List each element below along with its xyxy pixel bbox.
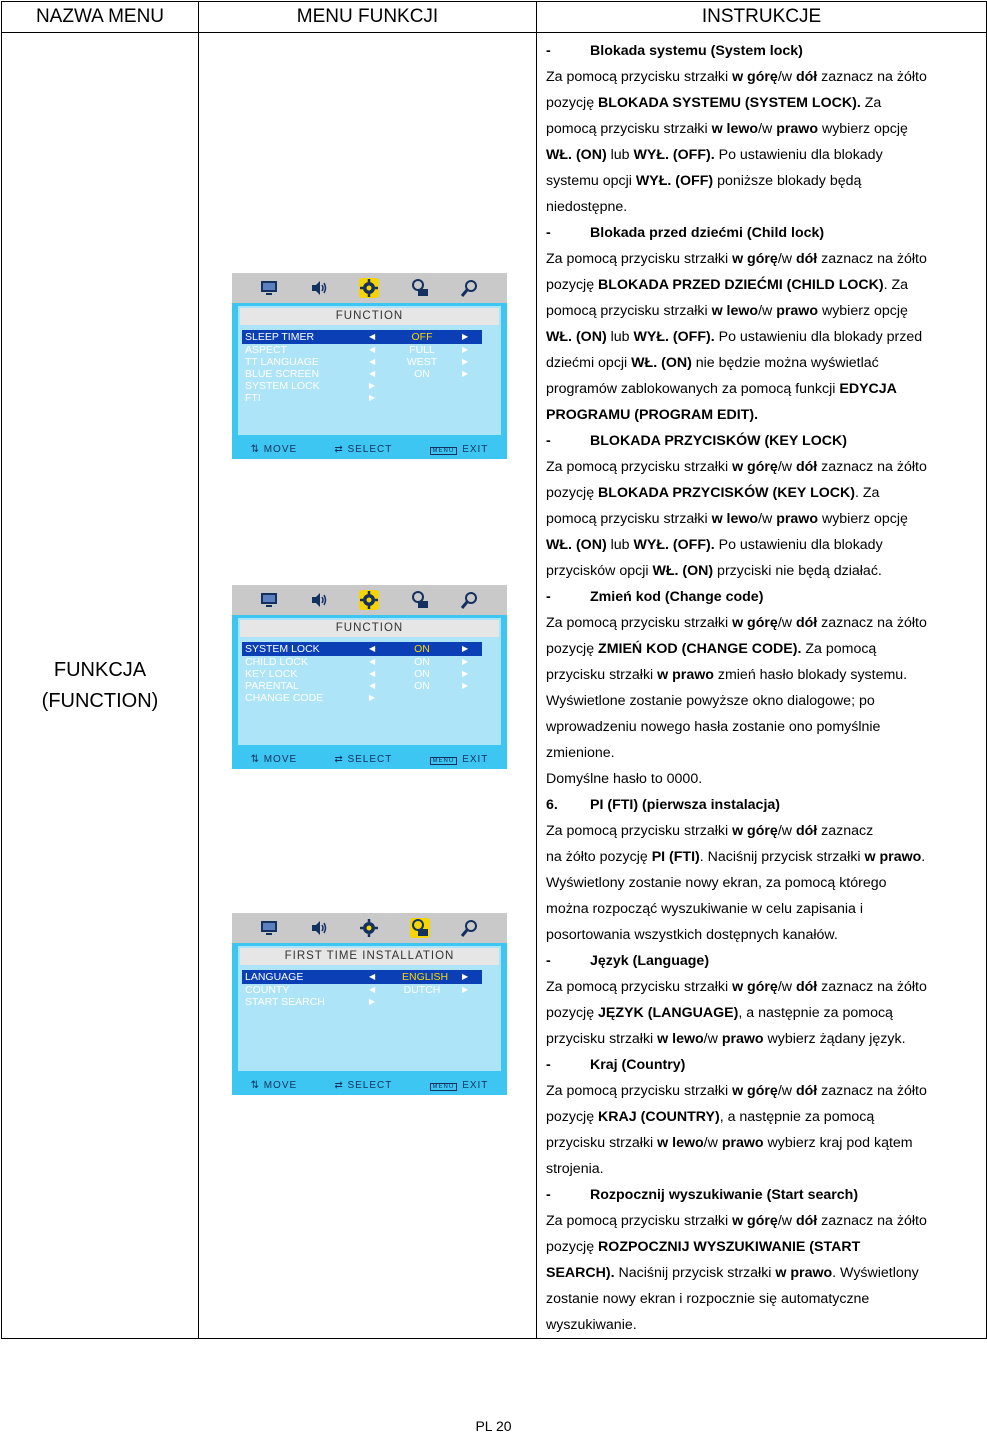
instruction-line: WŁ. (ON) lub WYŁ. (OFF). Po ustawieniu dla blokady	[546, 537, 883, 553]
osd-icon-bar	[232, 913, 507, 943]
instruction-line: pozycję ROZPOCZNIJ WYSZUKIWANIE (START	[546, 1239, 861, 1255]
instruction-line: dziećmi opcji WŁ. (ON) nie będzie można wyświetlać	[546, 355, 879, 371]
instruction-line: Domyślne hasło to 0000.	[546, 771, 703, 787]
osd-icon-bar	[232, 273, 507, 303]
osd-item-label: ASPECT	[245, 344, 288, 356]
search-icon	[460, 278, 480, 298]
arrow-right-icon: ▶	[369, 393, 376, 402]
osd-item-value: OFF	[411, 331, 433, 343]
instruction-line: strojenia.	[546, 1161, 604, 1177]
arrow-left-icon: ◀	[369, 669, 376, 678]
instruction-line: Za pomocą przycisku strzałki w górę/w dół zaznacz na żółto	[546, 251, 927, 267]
page-number: PL 20	[475, 1418, 512, 1434]
settings-icon	[410, 278, 430, 298]
osd-menu-item	[242, 380, 482, 392]
instruction-line: pozycję BLOKADA PRZYCISKÓW (KEY LOCK). Za	[546, 485, 880, 501]
osd-menu-item	[242, 984, 482, 996]
arrow-left-icon: ◀	[369, 369, 376, 378]
instruction-line: systemu opcji WYŁ. (OFF) poniższe blokady będą	[546, 173, 862, 189]
arrow-right-icon: ▶	[369, 997, 376, 1006]
osd-menu-item	[242, 680, 482, 692]
instruction-line: przycisku strzałki w lewo/w prawo wybierz kraj pod kątem	[546, 1135, 913, 1151]
osd-menu-panel	[238, 618, 501, 745]
exit-hint: MENU EXIT	[430, 444, 489, 455]
arrow-left-icon: ◀	[369, 357, 376, 366]
osd-item-label: BLUE SCREEN	[245, 368, 320, 380]
instruction-line: pozycję BLOKADA PRZED DZIEĆMI (CHILD LOCK). Za	[546, 277, 909, 293]
osd-item-value: ON	[414, 680, 430, 692]
osd-menu-item	[242, 656, 482, 668]
arrow-right-icon: ▶	[462, 369, 469, 378]
menu-name-line2: (FUNCTION)	[41, 689, 159, 712]
osd-menu-panel	[238, 306, 501, 435]
menu-name-line1: FUNKCJA	[53, 658, 147, 681]
osd-item-label: CHILD LOCK	[245, 656, 309, 668]
header-menu-name: NAZWA MENU	[2, 2, 199, 33]
instruction-line: Wyświetlony zostanie nowy ekran, za pomocą którego	[546, 875, 887, 891]
instruction-line: przycisków opcji WŁ. (ON) przyciski nie będą działać.	[546, 563, 882, 579]
arrow-right-icon: ▶	[369, 381, 376, 390]
instruction-line: zostanie nowy ekran i rozpocznie się automatyczne	[546, 1291, 870, 1307]
osd-item-value: ENGLISH	[402, 971, 449, 983]
instruction-table	[1, 1, 987, 1339]
instruction-line: WŁ. (ON) lub WYŁ. (OFF). Po ustawieniu dla blokady	[546, 147, 883, 163]
instruction-line: na żółto pozycję PI (FTI). Naciśnij przycisk strzałki w prawo.	[546, 849, 926, 865]
osd-item-label: KEY LOCK	[245, 668, 298, 680]
section-heading: - Kraj (Country)	[546, 1057, 686, 1073]
section-heading: - BLOKADA PRZYCISKÓW (KEY LOCK)	[546, 433, 847, 449]
osd-item-label: START SEARCH	[245, 996, 325, 1008]
instruction-line: wyszukiwanie.	[546, 1317, 637, 1333]
arrow-right-icon: ▶	[462, 644, 469, 653]
sound-icon	[309, 918, 329, 938]
sound-icon	[309, 278, 329, 298]
exit-hint: MENU EXIT	[430, 1080, 489, 1091]
arrow-right-icon: ▶	[462, 345, 469, 354]
osd-menu-item	[242, 642, 482, 656]
osd-item-label: CHANGE CODE	[245, 692, 324, 704]
instruction-line: zmienione.	[546, 745, 615, 761]
osd-menu-panel	[238, 946, 501, 1071]
osd-item-value: ON	[414, 656, 430, 668]
search-icon	[460, 590, 480, 610]
arrow-right-icon: ▶	[462, 357, 469, 366]
osd-footer	[232, 439, 507, 459]
osd-menu-title: FUNCTION	[240, 308, 499, 325]
instruction-line: Za pomocą przycisku strzałki w górę/w dół zaznacz	[546, 823, 874, 839]
instruction-line: pozycję KRAJ (COUNTRY), a następnie za pomocą	[546, 1109, 875, 1125]
osd-item-value: FULL	[409, 344, 435, 356]
function-icon	[359, 278, 379, 298]
function-icon	[359, 918, 379, 938]
select-hint: ⇄ SELECT	[334, 443, 393, 455]
osd-menu-item	[242, 330, 482, 344]
section-heading: - Język (Language)	[546, 953, 710, 969]
settings-icon	[410, 590, 430, 610]
instruction-line: pozycję BLOKADA SYSTEMU (SYSTEM LOCK). Za	[546, 95, 882, 111]
osd-item-value: ON	[414, 368, 430, 380]
move-hint: ⇅ MOVE	[250, 443, 298, 455]
osd-icon-bar	[232, 585, 507, 615]
picture-icon	[259, 918, 279, 938]
instruction-line: przycisku strzałki w lewo/w prawo wybierz żądany język.	[546, 1031, 906, 1047]
osd-item-label: SYSTEM LOCK	[245, 380, 320, 392]
arrow-right-icon: ▶	[462, 657, 469, 666]
osd-menu-item	[242, 996, 482, 1008]
exit-hint: MENU EXIT	[430, 754, 489, 765]
osd-item-label: SLEEP TIMER	[245, 331, 315, 343]
osd-item-label: PARENTAL	[245, 680, 299, 692]
osd-menu-item	[242, 368, 482, 380]
instruction-line: posortowania wszystkich dostępnych kanałów.	[546, 927, 838, 943]
section-heading: - Blokada przed dziećmi (Child lock)	[546, 225, 825, 241]
arrow-right-icon: ▶	[462, 669, 469, 678]
arrow-right-icon: ▶	[462, 332, 469, 341]
osd-menu-item	[242, 692, 482, 704]
instruction-line: Wyświetlone zostanie powyższe okno dialogowe; po	[546, 693, 875, 709]
instruction-line: Za pomocą przycisku strzałki w górę/w dół zaznacz na żółto	[546, 459, 927, 475]
arrow-right-icon: ▶	[462, 985, 469, 994]
arrow-left-icon: ◀	[369, 657, 376, 666]
arrow-left-icon: ◀	[369, 985, 376, 994]
instruction-line: programów zablokowanych za pomocą funkcji EDYCJA	[546, 381, 897, 397]
instruction-line: przycisku strzałki w prawo zmień hasło blokady systemu.	[546, 667, 908, 683]
arrow-left-icon: ◀	[369, 972, 376, 981]
select-hint: ⇄ SELECT	[334, 753, 393, 765]
section-heading: 6. PI (FTI) (pierwsza instalacja)	[546, 797, 781, 813]
osd-screen	[232, 913, 507, 1095]
instruction-line: niedostępne.	[546, 199, 628, 215]
instruction-line: Za pomocą przycisku strzałki w górę/w dół zaznacz na żółto	[546, 69, 927, 85]
section-heading: - Rozpocznij wyszukiwanie (Start search)	[546, 1187, 859, 1203]
picture-icon	[259, 590, 279, 610]
osd-menu-item	[242, 392, 482, 404]
section-heading: - Zmień kod (Change code)	[546, 589, 764, 605]
osd-item-label: LANGUAGE	[245, 971, 304, 983]
instruction-line: pomocą przycisku strzałki w lewo/w prawo wybierz opcję	[546, 303, 908, 319]
osd-item-value: ON	[414, 668, 430, 680]
search-icon	[460, 918, 480, 938]
section-heading: - Blokada systemu (System lock)	[546, 43, 803, 59]
osd-screen	[232, 273, 507, 459]
osd-menu-title: FIRST TIME INSTALLATION	[240, 948, 499, 965]
picture-icon	[259, 278, 279, 298]
instruction-line: Za pomocą przycisku strzałki w górę/w dół zaznacz na żółto	[546, 615, 927, 631]
osd-item-value: ON	[414, 643, 430, 655]
instruction-line: pomocą przycisku strzałki w lewo/w prawo wybierz opcję	[546, 121, 908, 137]
instruction-line: wprowadzeniu nowego hasła zostanie ono pomyślnie	[546, 719, 881, 735]
osd-menu-item	[242, 668, 482, 680]
osd-footer	[232, 749, 507, 769]
instruction-line: Za pomocą przycisku strzałki w górę/w dół zaznacz na żółto	[546, 979, 927, 995]
instruction-line: można rozpocząć wyszukiwanie w celu zapisania i	[546, 901, 863, 917]
osd-footer	[232, 1075, 507, 1095]
instruction-line: Za pomocą przycisku strzałki w górę/w dół zaznacz na żółto	[546, 1083, 927, 1099]
osd-item-label: SYSTEM LOCK	[245, 643, 320, 655]
header-function-menu: MENU FUNKCJI	[199, 2, 537, 33]
arrow-right-icon: ▶	[462, 972, 469, 981]
arrow-left-icon: ◀	[369, 644, 376, 653]
osd-item-value: WEST	[406, 356, 438, 368]
osd-item-label: TT LANGUAGE	[245, 356, 319, 368]
instruction-line: pozycję ZMIEŃ KOD (CHANGE CODE). Za pomocą	[546, 641, 877, 657]
header-instructions: INSTRUKCJE	[537, 2, 987, 33]
instruction-line: pomocą przycisku strzałki w lewo/w prawo wybierz opcję	[546, 511, 908, 527]
settings-icon	[410, 918, 430, 938]
menu-name-cell	[2, 33, 199, 1339]
osd-screen	[232, 585, 507, 769]
osd-item-value: DUTCH	[403, 984, 441, 996]
osd-menu-item	[242, 356, 482, 368]
instruction-line: PROGRAMU (PROGRAM EDIT).	[546, 407, 759, 423]
osd-item-label: COUNTY	[245, 984, 290, 996]
arrow-right-icon: ▶	[462, 681, 469, 690]
function-icon	[359, 590, 379, 610]
instruction-line: Za pomocą przycisku strzałki w górę/w dół zaznacz na żółto	[546, 1213, 927, 1229]
screens-cell	[199, 33, 537, 1339]
instruction-line: pozycję JĘZYK (LANGUAGE), a następnie za pomocą	[546, 1005, 893, 1021]
osd-menu-item	[242, 970, 482, 984]
move-hint: ⇅ MOVE	[250, 753, 298, 765]
instruction-line: WŁ. (ON) lub WYŁ. (OFF). Po ustawieniu dla blokady przed	[546, 329, 923, 345]
sound-icon	[309, 590, 329, 610]
arrow-left-icon: ◀	[369, 345, 376, 354]
instructions-cell	[537, 33, 987, 1339]
instruction-line: SEARCH). Naciśnij przycisk strzałki w prawo. Wyświetlony	[546, 1265, 919, 1281]
arrow-left-icon: ◀	[369, 332, 376, 341]
arrow-right-icon: ▶	[369, 693, 376, 702]
move-hint: ⇅ MOVE	[250, 1079, 298, 1091]
osd-menu-title: FUNCTION	[240, 620, 499, 637]
select-hint: ⇄ SELECT	[334, 1079, 393, 1091]
osd-item-label: FTI	[245, 392, 261, 404]
osd-menu-item	[242, 344, 482, 356]
arrow-left-icon: ◀	[369, 681, 376, 690]
